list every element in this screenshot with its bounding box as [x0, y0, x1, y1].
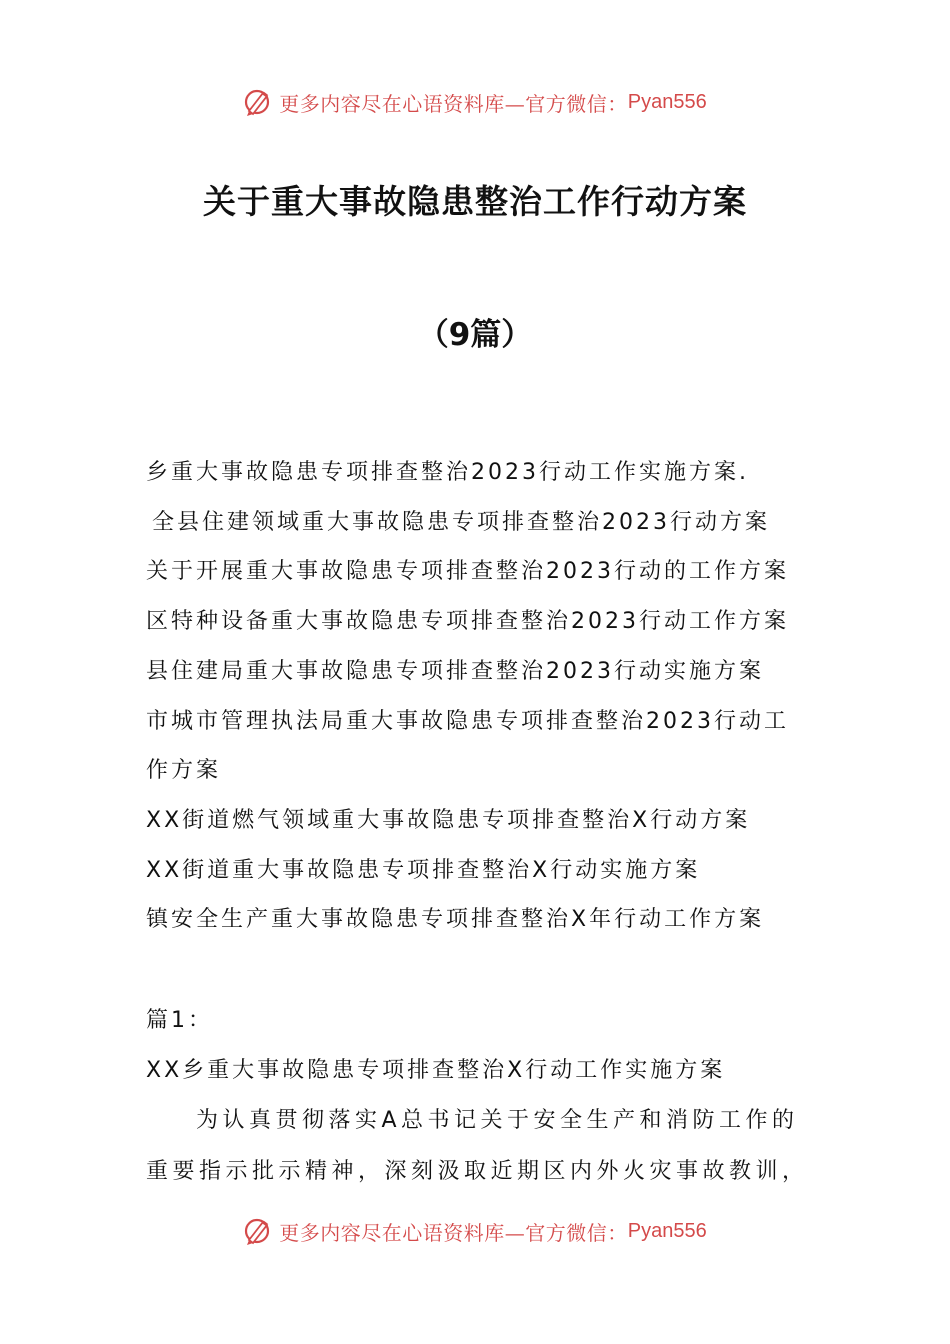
pen-circle-logo-icon: [243, 87, 273, 117]
toc-item: 县住建局重大事故隐患专项排查整治2023行动实施方案: [146, 658, 764, 684]
banner-text: 更多内容尽在心语资料库—官方微信：: [279, 91, 628, 116]
header-banner: [0, 84, 950, 120]
toc-item: 关于开展重大事故隐患专项排查整治2023行动的工作方案: [146, 559, 789, 585]
toc-item: 全县住建领域重大事故隐患专项排查整治2023行动方案: [152, 509, 770, 535]
table-of-contents: [146, 448, 816, 945]
toc-item: XX街道燃气领域重大事故隐患专项排查整治X行动方案: [146, 807, 751, 833]
banner-text: 更多内容尽在心语资料库—官方微信：: [279, 1220, 628, 1245]
toc-item: 乡重大事故隐患专项排查整治2023行动工作实施方案.: [146, 460, 749, 485]
toc-item: 市城市管理执法局重大事故隐患专项排查整治2023行动工: [146, 708, 789, 734]
toc-item: 作方案: [146, 758, 222, 784]
toc-item: XX街道重大事故隐患专项排查整治X行动实施方案: [146, 857, 701, 883]
footer-banner: [0, 1213, 950, 1249]
document-title: 关于重大事故隐患整治工作行动方案: [203, 182, 747, 221]
toc-item: 区特种设备重大事故隐患专项排查整治2023行动工作方案: [146, 609, 789, 635]
section-heading: XX乡重大事故隐患专项排查整治X行动工作实施方案: [146, 1057, 726, 1083]
pen-circle-logo-icon: [243, 1216, 273, 1246]
banner-wechat-id: Pyan556: [627, 1219, 707, 1242]
document-subtitle: （9篇）: [417, 317, 533, 353]
paragraph-line: 重要指示批示精神，深刻汲取近期区内外火灾事故教训，: [146, 1159, 809, 1185]
toc-item: 镇安全生产重大事故隐患专项排查整治X年行动工作方案: [146, 907, 765, 933]
section-label: 篇1：: [146, 1008, 213, 1033]
document-body: [146, 996, 816, 1197]
paragraph-line: 为认真贯彻落实A总书记关于安全生产和消防工作的: [196, 1108, 799, 1134]
banner-wechat-id: Pyan556: [627, 90, 707, 113]
